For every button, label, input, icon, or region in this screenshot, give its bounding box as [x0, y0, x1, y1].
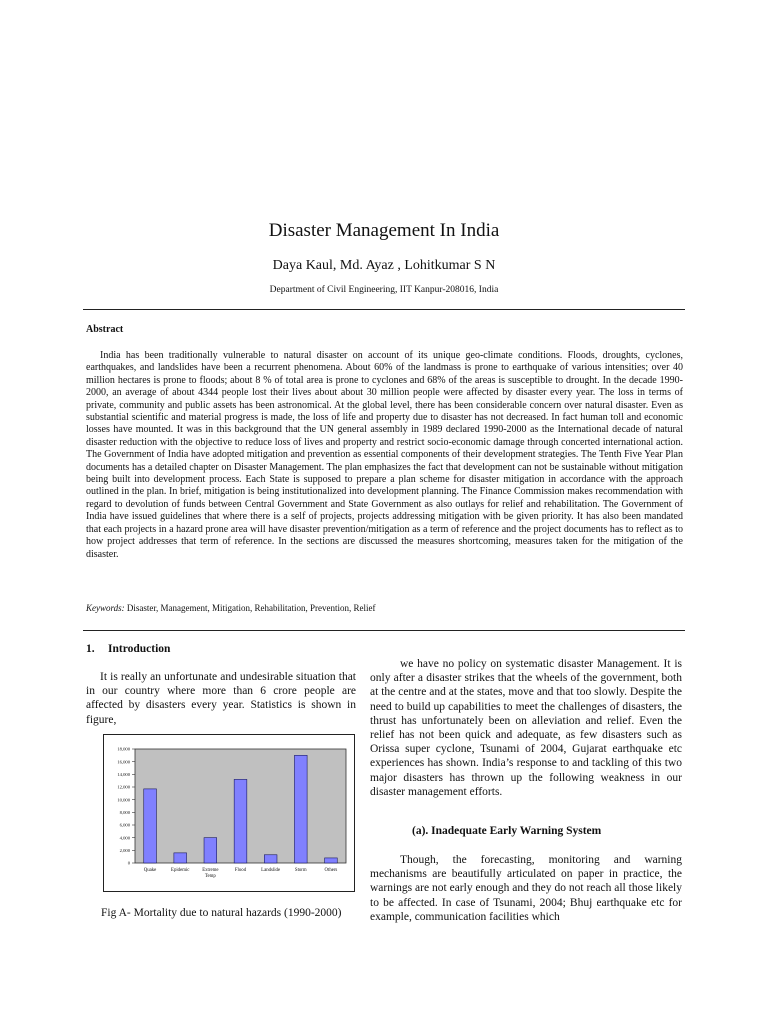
- y-tick-label: 2,000: [119, 847, 130, 853]
- x-tick-label: Others: [324, 868, 338, 873]
- bar-others: [325, 858, 338, 863]
- bar-storm: [294, 755, 307, 863]
- author-list: Daya Kaul, Md. Ayaz , Lohitkumar S N: [272, 258, 496, 273]
- intro-left-paragraph: It is really an unfortunate and undesirable situation that in our country where more than 6 crore people are affected by disasters every year. Statistics is shown in figure,: [86, 671, 356, 726]
- section-number: 1.: [86, 643, 95, 655]
- section-title: Introduction: [108, 643, 171, 655]
- y-tick-label: 10,000: [117, 797, 130, 803]
- paper-title: Disaster Management In India: [268, 220, 500, 241]
- x-tick-label: Flood: [234, 868, 247, 873]
- y-tick-label: 0: [127, 860, 130, 866]
- abstract-heading: Abstract: [86, 324, 124, 335]
- bar-epidemic: [174, 853, 187, 863]
- y-tick-label: 4,000: [119, 835, 130, 841]
- mortality-bar-chart: [104, 735, 354, 891]
- y-tick-label: 18,000: [117, 746, 130, 752]
- intro-right-paragraph: we have no policy on systematic disaster Management. It is only after a disaster strikes that the wheels of the government, both at the centre and at the states, move and that too slowly. Despite the need to build up capabilities to meet the challenges of disasters, the thrust has unfortunately been on alleviation and relief. Even the relief has not been quick and adequate, as few disasters such as Orissa super cyclone, Tsunami of 2004, Gujarat earthquake etc experiences has shown. India’s response to and tackling of this two major disasters has thrown up the following weakness in our disaster management efforts.: [370, 658, 682, 798]
- keywords-line: [86, 603, 376, 613]
- x-tick-label: Storm: [294, 868, 307, 873]
- y-tick-label: 14,000: [117, 771, 130, 777]
- figure-frame: [103, 734, 355, 892]
- bar-landslide: [264, 855, 277, 863]
- x-tick-label: Landslide: [261, 868, 281, 873]
- x-tick-label: Extreme: [202, 868, 219, 873]
- y-tick-label: 12,000: [117, 784, 130, 790]
- x-tick-label: Quake: [143, 868, 157, 873]
- warning-system-paragraph: Though, the forecasting, monitoring and warning mechanisms are beautifully articulated on paper in practice, the warnings are not early enough and they do not reach all those likely to be affected. In case of Tsunami, 2004; Bhuj earthquake etc for example, communication facilities which: [370, 854, 682, 923]
- bar-flood: [234, 779, 247, 863]
- bar-extreme-temp: [204, 838, 217, 863]
- divider-top: [83, 309, 685, 310]
- divider-bottom: [83, 630, 685, 631]
- bar-quake: [144, 789, 157, 863]
- keywords-label: Keywords:: [86, 603, 125, 613]
- affiliation: Department of Civil Engineering, IIT Kanpur-208016, India: [269, 285, 499, 295]
- section-heading-introduction: [86, 643, 170, 655]
- y-tick-label: 8,000: [119, 809, 130, 815]
- keywords-text: Disaster, Management, Mitigation, Rehabilitation, Prevention, Relief: [126, 603, 376, 613]
- y-tick-label: 16,000: [117, 759, 130, 765]
- x-tick-label: Temp: [204, 874, 216, 879]
- figure-caption: Fig A- Mortality due to natural hazards (1990-2000): [101, 907, 342, 919]
- subsection-heading: (a). Inadequate Early Warning System: [412, 825, 602, 837]
- x-tick-label: Epidemic: [171, 868, 190, 873]
- abstract-body: India has been traditionally vulnerable to natural disaster on account of its unique geo-climate conditions. Floods, droughts, cyclones, earthquakes, and landslides have been a recurrent phenomena. About 60% of the landmass is prone to earthquake of various intensities; over 40 million hectares is prone to floods; about 8 % of total area is prone to cyclones and 68% of the areas is susceptible to drought. In the decade 1990-2000, an average of about 4344 people lost their lives about about 30 million people were affected by disaster every year. The loss in terms of private, community and public assets has been astronomical. At the global level, there has been considerable concern over natural disaster. Even as substantial scientific and material progress is made, the loss of life and property due to disaster has not decreased. In fact human toll and economic losses have mounted. It was in this background that the UN general assembly in 1989 declared 1990-2000 as the International decade of natural disaster reduction with the objective to reduce loss of lives and property and restrict socio-economic damage through concerted international action. The Government of India have adopted mitigation and prevention as essential components of their development strategies. The Tenth Five Year Plan documents has a detailed chapter on Disaster Management. The plan emphasizes the fact that development can not be sustainable without mitigation being built into development process. Each State is supposed to prepare a plan scheme for disaster mitigation in accordance with the approach outlined in the plan. In brief, mitigation is being institutionalized into development planning. The Finance Commission makes recommendation with regard to devolution of funds between Central Government and State Government as also outlays for relief and rehabilitation. The Government of India have issued guidelines that where there is a self of projects, projects addressing mitigation with be given priority. It has also been mandated that each projects in a hazard prone area will have disaster prevention/mitigation as a term of reference and the project documents has to reflect as to how project addresses that term of reference. In the sections are discussed the measures shortcoming, measures taken for the mitigation of the disaster.: [86, 350, 683, 560]
- y-tick-label: 6,000: [119, 822, 130, 828]
